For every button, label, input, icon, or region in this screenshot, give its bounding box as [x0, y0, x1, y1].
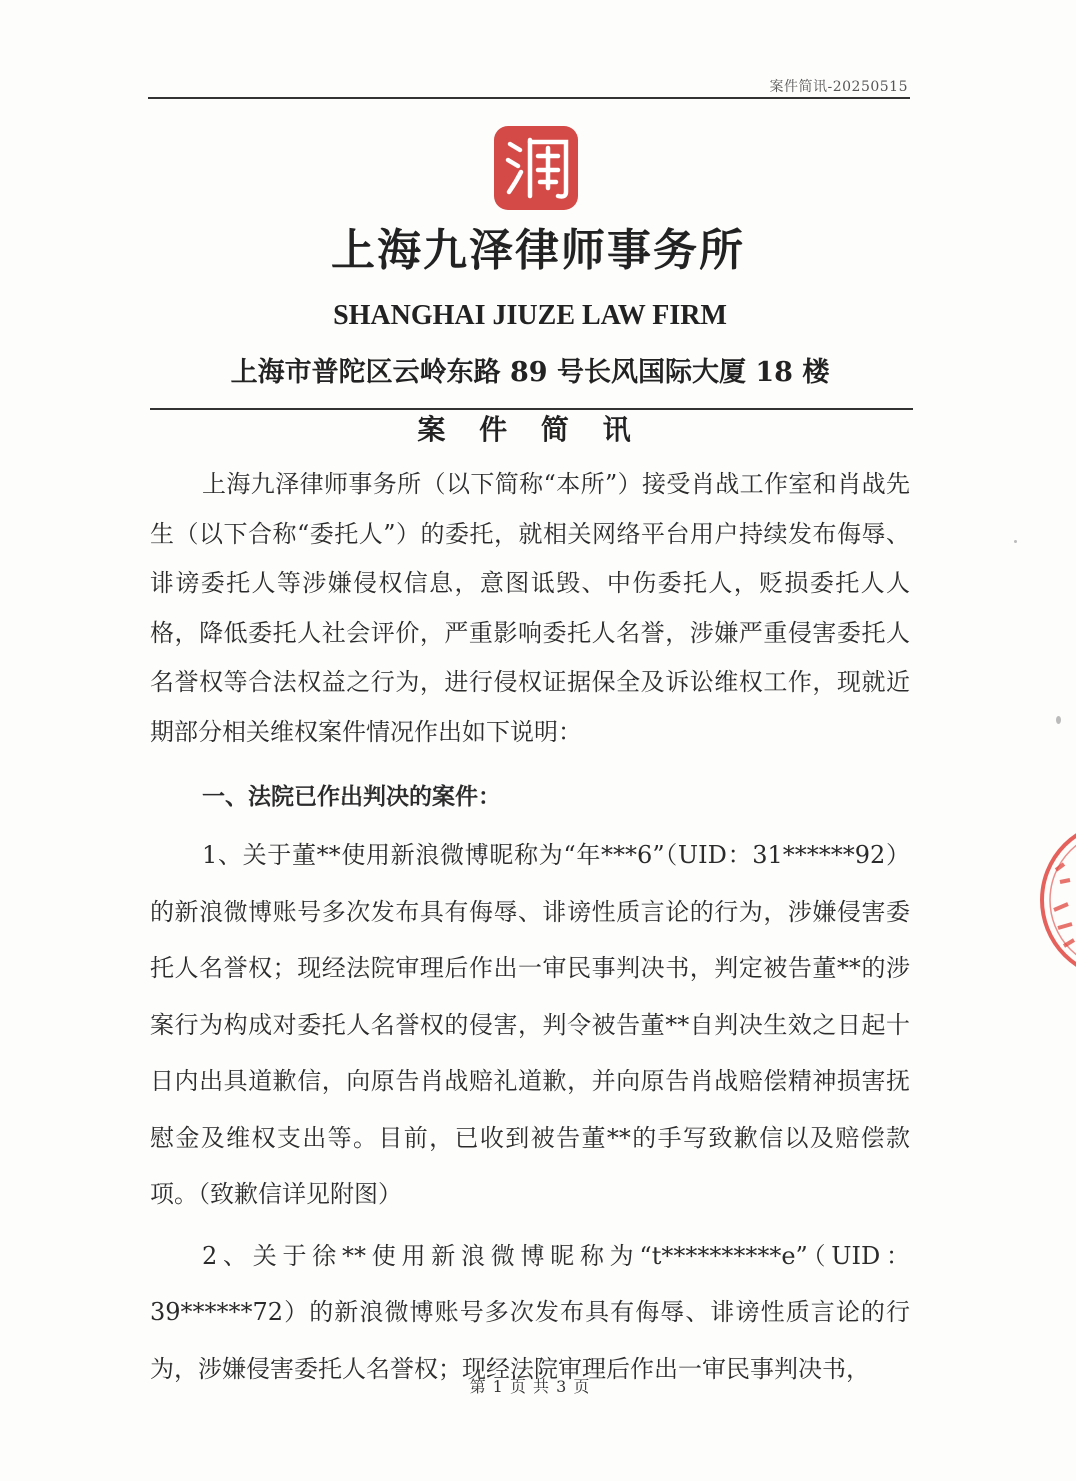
header-rule	[148, 97, 910, 99]
intro-paragraph: 上海九泽律师事务所（以下简称“本所”）接受肖战工作室和肖战先生（以下合称“委托人”）的委托，就相关网络平台用户持续发布侮辱、诽谤委托人等涉嫌侵权信息，意图诋毁、中伤委托人，贬损委托人人格，降低委托人社会评价，严重影响委托人名誉，涉嫌严重侵害委托人名誉权等合法权益之行为，进行侵权证据保全及诉讼维权工作，现就近期部分相关维权案件情况作出如下说明：	[150, 470, 910, 746]
firm-logo-glyph	[494, 126, 578, 210]
firm-logo-icon	[494, 126, 578, 210]
firm-name-english: SHANGHAI JIUZE LAW FIRM	[333, 300, 727, 331]
case-paragraph-1: 1、关于董**使用新浪微博昵称为“年***6”（UID：31******92）的新浪微博账号多次发布具有侮辱、诽谤性质言论的行为，涉嫌侵害委托人名誉权；现经法院审理后作出一审民事判决书，判定被告董**的涉案行为构成对委托人名誉权的侵害，判令被告董**自判决生效之日起十日内出具道歉信，向原告肖战赔礼道歉，并向原告肖战赔偿精神损害抚慰金及维权支出等。目前，已收到被告董**的手写致歉信以及赔偿款项。（致歉信详见附图）	[150, 841, 910, 1208]
case-paragraph-2: 2、关于徐**使用新浪微博昵称为“t**********e”（UID：39******72）的新浪微博账号多次发布具有侮辱、诽谤性质言论的行为，涉嫌侵害委托人名誉权；现经法院审理后作出一审民事判决书，	[150, 1241, 910, 1383]
firm-address: 上海市普陀区云岭东路 89 号长风国际大厦 18 楼	[230, 357, 830, 388]
document-title: 案 件 简 讯	[417, 413, 643, 446]
document-code: 案件简讯-20250515	[769, 79, 908, 95]
official-seal-icon	[1020, 800, 1076, 1000]
document-body	[150, 460, 910, 1397]
scan-speck	[1056, 716, 1061, 724]
section-heading: 一、法院已作出判决的案件：	[202, 783, 501, 810]
page-number: 第 1 页 共 3 页	[469, 1377, 591, 1396]
firm-name-chinese: 上海九泽律师事务所	[331, 225, 745, 276]
scan-speck	[1014, 540, 1017, 543]
